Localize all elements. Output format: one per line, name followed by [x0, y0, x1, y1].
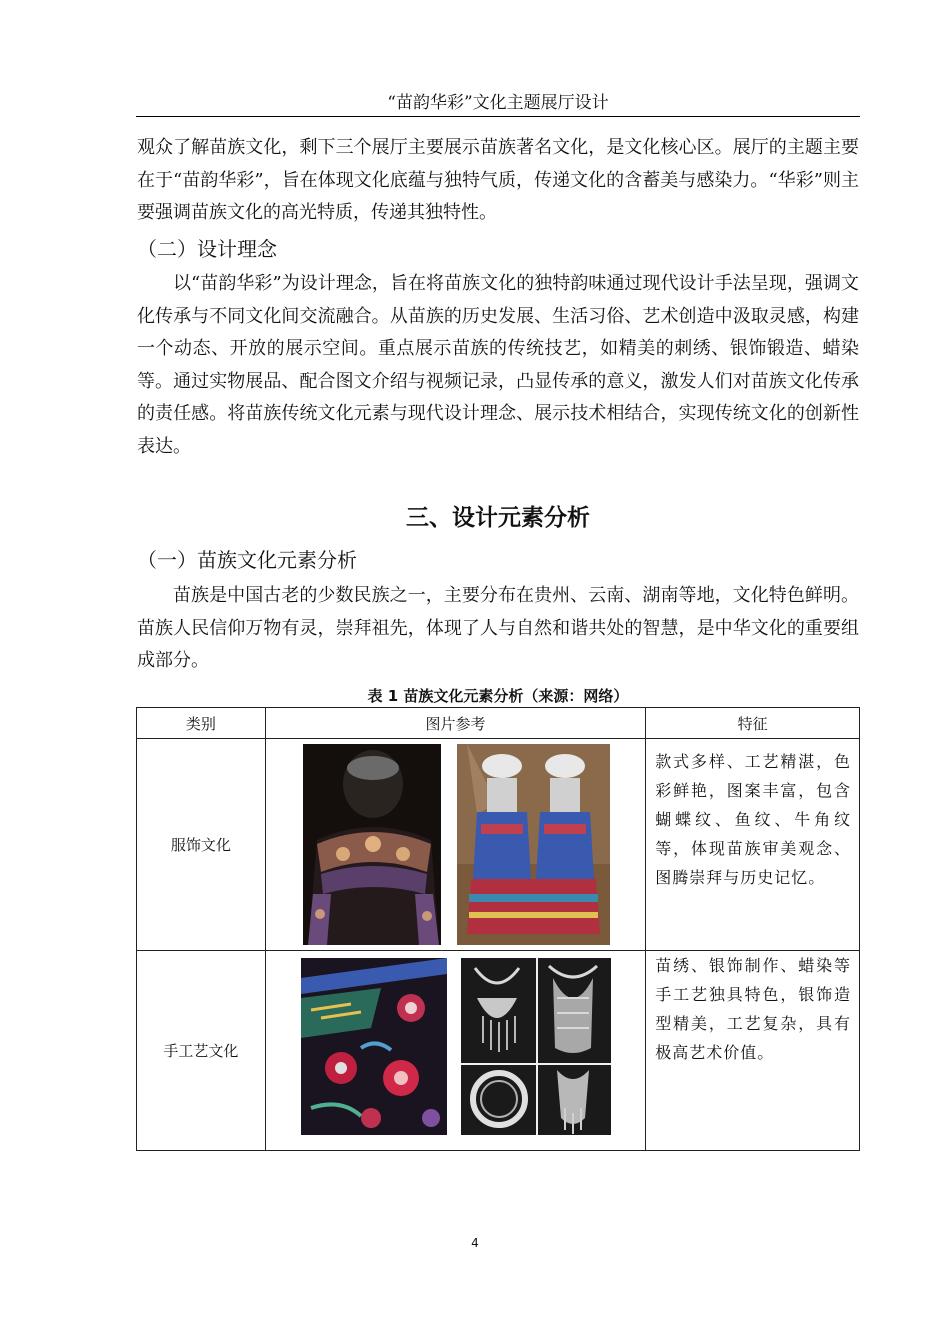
header-rule	[136, 116, 860, 117]
table-row	[137, 951, 860, 1151]
silver-jewelry-photo	[461, 958, 611, 1135]
heading-miao-elements: （一）苗族文化元素分析	[137, 548, 357, 572]
handicraft-images	[265, 951, 645, 1151]
paragraph-miao-intro: 苗族是中国古老的少数民族之一，主要分布在贵州、云南、湖南等地，文化特色鲜明。苗族人民信仰万物有灵，崇拜祖先，体现了人与自然和谐共处的智慧，是中华文化的重要组成部分。	[137, 585, 859, 671]
header-images: 图片参考	[265, 708, 645, 739]
table-header-row	[137, 708, 860, 739]
paragraph-exhibition-intro: 观众了解苗族文化，剩下三个展厅主要展示苗族著名文化，是文化核心区。展厅的主题主要在于“苗韵华彩”，旨在体现文化底蕴与独特气质，传递文化的含蓄美与感染力。“华彩”则主要强调苗族文化的高光特质，传递其独特性。	[137, 137, 859, 223]
clothing-images	[265, 739, 645, 951]
header-category: 类别	[137, 708, 266, 739]
row-features-clothing: 款式多样、工艺精湛，色彩鲜艳，图案丰富，包含蝴蝶纹、鱼纹、牛角纹等，体现苗族审美观念、图腾崇拜与历史记忆。	[646, 739, 860, 951]
row-category-clothing: 服饰文化	[137, 739, 266, 951]
row-category-handicraft: 手工艺文化	[137, 951, 266, 1151]
costume-women-photo	[457, 744, 610, 945]
row-features-handicraft: 苗绣、银饰制作、蜡染等手工艺独具特色，银饰造型精美，工艺复杂，具有极高艺术价值。	[646, 951, 860, 1151]
embroidered-jacket-photo	[303, 744, 441, 945]
page-number: 4	[471, 1236, 479, 1250]
paragraph-design-concept: 以“苗韵华彩”为设计理念，旨在将苗族文化的独特韵味通过现代设计手法呈现，强调文化传承与不同文化间交流融合。从苗族的历史发展、生活习俗、艺术创造中汲取灵感，构建一个动态、开放的展示空间。重点展示苗族的传统技艺，如精美的刺绣、银饰锻造、蜡染等。通过实物展品、配合图文介绍与视频记录，凸显传承的意义，激发人们对苗族文化传承的责任感。将苗族传统文化元素与现代设计理念、展示技术相结合，实现传统文化的创新性表达。	[137, 273, 859, 457]
table-row	[137, 739, 860, 951]
miao-embroidery-photo	[301, 958, 447, 1135]
running-header: “苗韵华彩”文化主题展厅设计	[387, 93, 609, 113]
heading-section-3: 三、设计元素分析	[406, 505, 590, 531]
heading-design-concept: （二）设计理念	[137, 237, 277, 261]
element-analysis-table	[136, 707, 860, 1151]
header-features: 特征	[646, 708, 860, 739]
table-caption: 表 1 苗族文化元素分析（来源：网络）	[367, 687, 629, 705]
